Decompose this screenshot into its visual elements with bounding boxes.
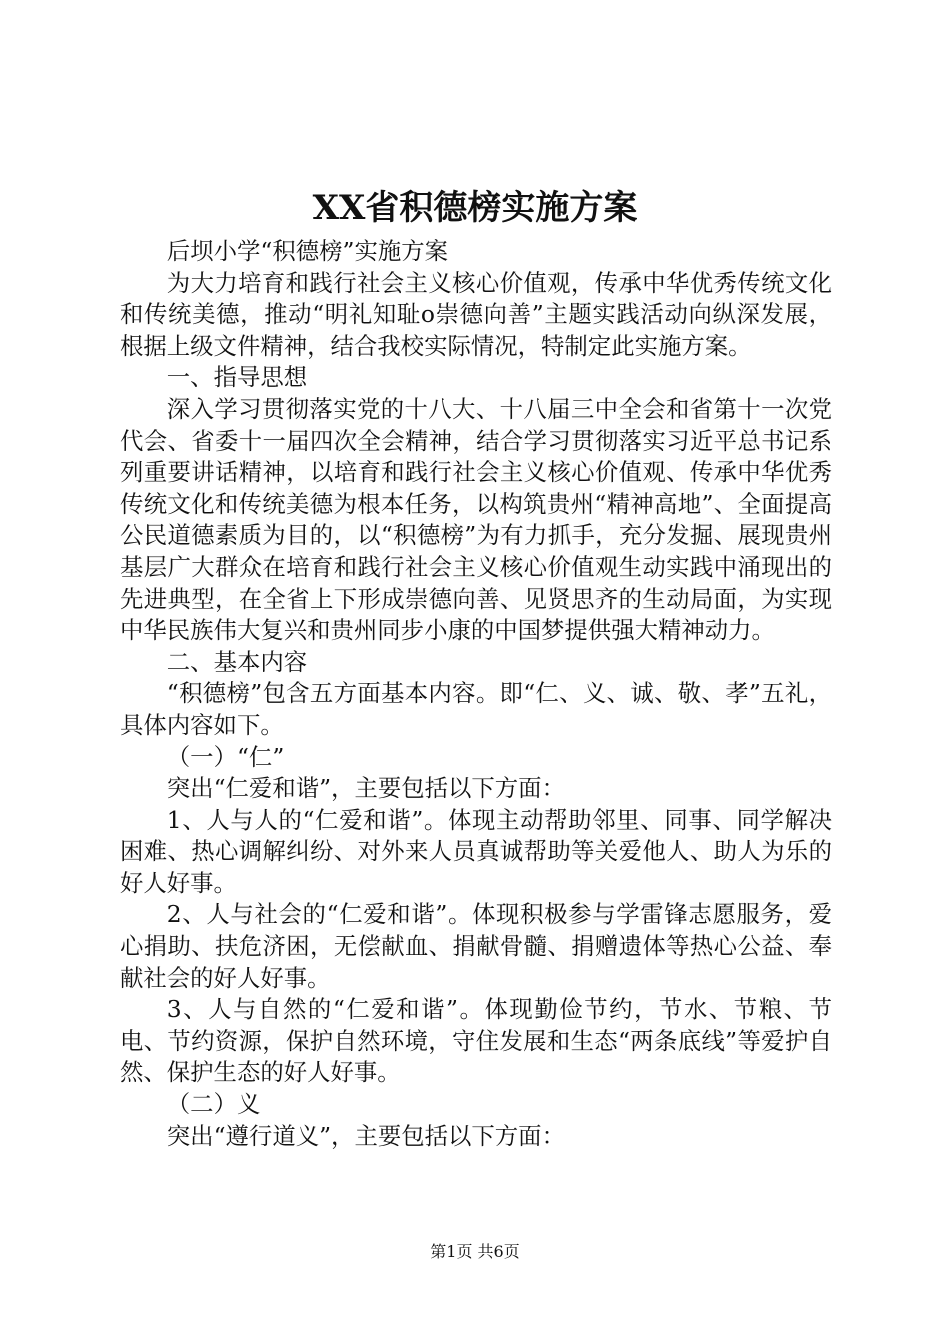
paragraph-ren-2: 2、人与社会的“仁爱和谐”。体现积极参与学雷锋志愿服务，爱心捐助、扶危济困，无偿献血、捐献骨髓、捐赠遗体等热心公益、奉献社会的好人好事。 (120, 900, 832, 992)
paragraph-ren-3: 3、人与自然的“仁爱和谐”。体现勤俭节约，节水、节粮、节电、节约资源，保护自然环境，守住发展和生态“两条底线”等爱护自然、保护生态的好人好事。 (120, 995, 832, 1087)
paragraph-guiding: 深入学习贯彻落实党的十八大、十八届三中全会和省第十一次党代会、省委十一届四次全会精神，结合学习贯彻落实习近平总书记系列重要讲话精神，以培育和践行社会主义核心价值观、传承中华优秀传统文化和传统美德为根本任务，以构筑贵州“精神高地”、全面提高公民道德素质为目的，以“积德榜”为有力抓手，充分发掘、展现贵州基层广大群众在培育和践行社会主义核心价值观生动实践中涌现出的先进典型，在全省上下形成崇德向善、见贤思齐的生动局面，为实现中华民族伟大复兴和贵州同步小康的中国梦提供强大精神动力。 (120, 394, 832, 645)
paragraph-ren-intro: 突出“仁爱和谐”，主要包括以下方面： (166, 774, 565, 803)
subsection-heading-yi: （二）义 (166, 1090, 261, 1119)
section-heading-guiding: 一、指导思想 (166, 363, 308, 392)
paragraph-intro: 为大力培育和践行社会主义核心价值观，传承中华优秀传统文化和传统美德，推动“明礼知耻ο崇德向善”主题实践活动向纵深发展，根据上级文件精神，结合我校实际情况，特制定此实施方案。 (120, 268, 832, 360)
paragraph-subtitle: 后坝小学“积德榜”实施方案 (166, 237, 449, 265)
paragraph-yi-intro: 突出“遵行道义”，主要包括以下方面： (166, 1121, 565, 1150)
paragraph-content: “积德榜”包含五方面基本内容。即“仁、义、诚、敬、孝”五礼，具体内容如下。 (120, 679, 832, 739)
page-footer: 第1页 共6页 (430, 1242, 520, 1261)
document-body (120, 236, 832, 1152)
section-heading-content: 二、基本内容 (166, 647, 308, 676)
paragraph-ren-1: 1、人与人的“仁爱和谐”。体现主动帮助邻里、同事、同学解决困难、热心调解纠纷、对外来人员真诚帮助等关爱他人、助人为乐的好人好事。 (120, 805, 832, 897)
subsection-heading-ren: （一）“仁” (166, 742, 285, 771)
document-title: XX省积德榜实施方案 (312, 188, 638, 228)
